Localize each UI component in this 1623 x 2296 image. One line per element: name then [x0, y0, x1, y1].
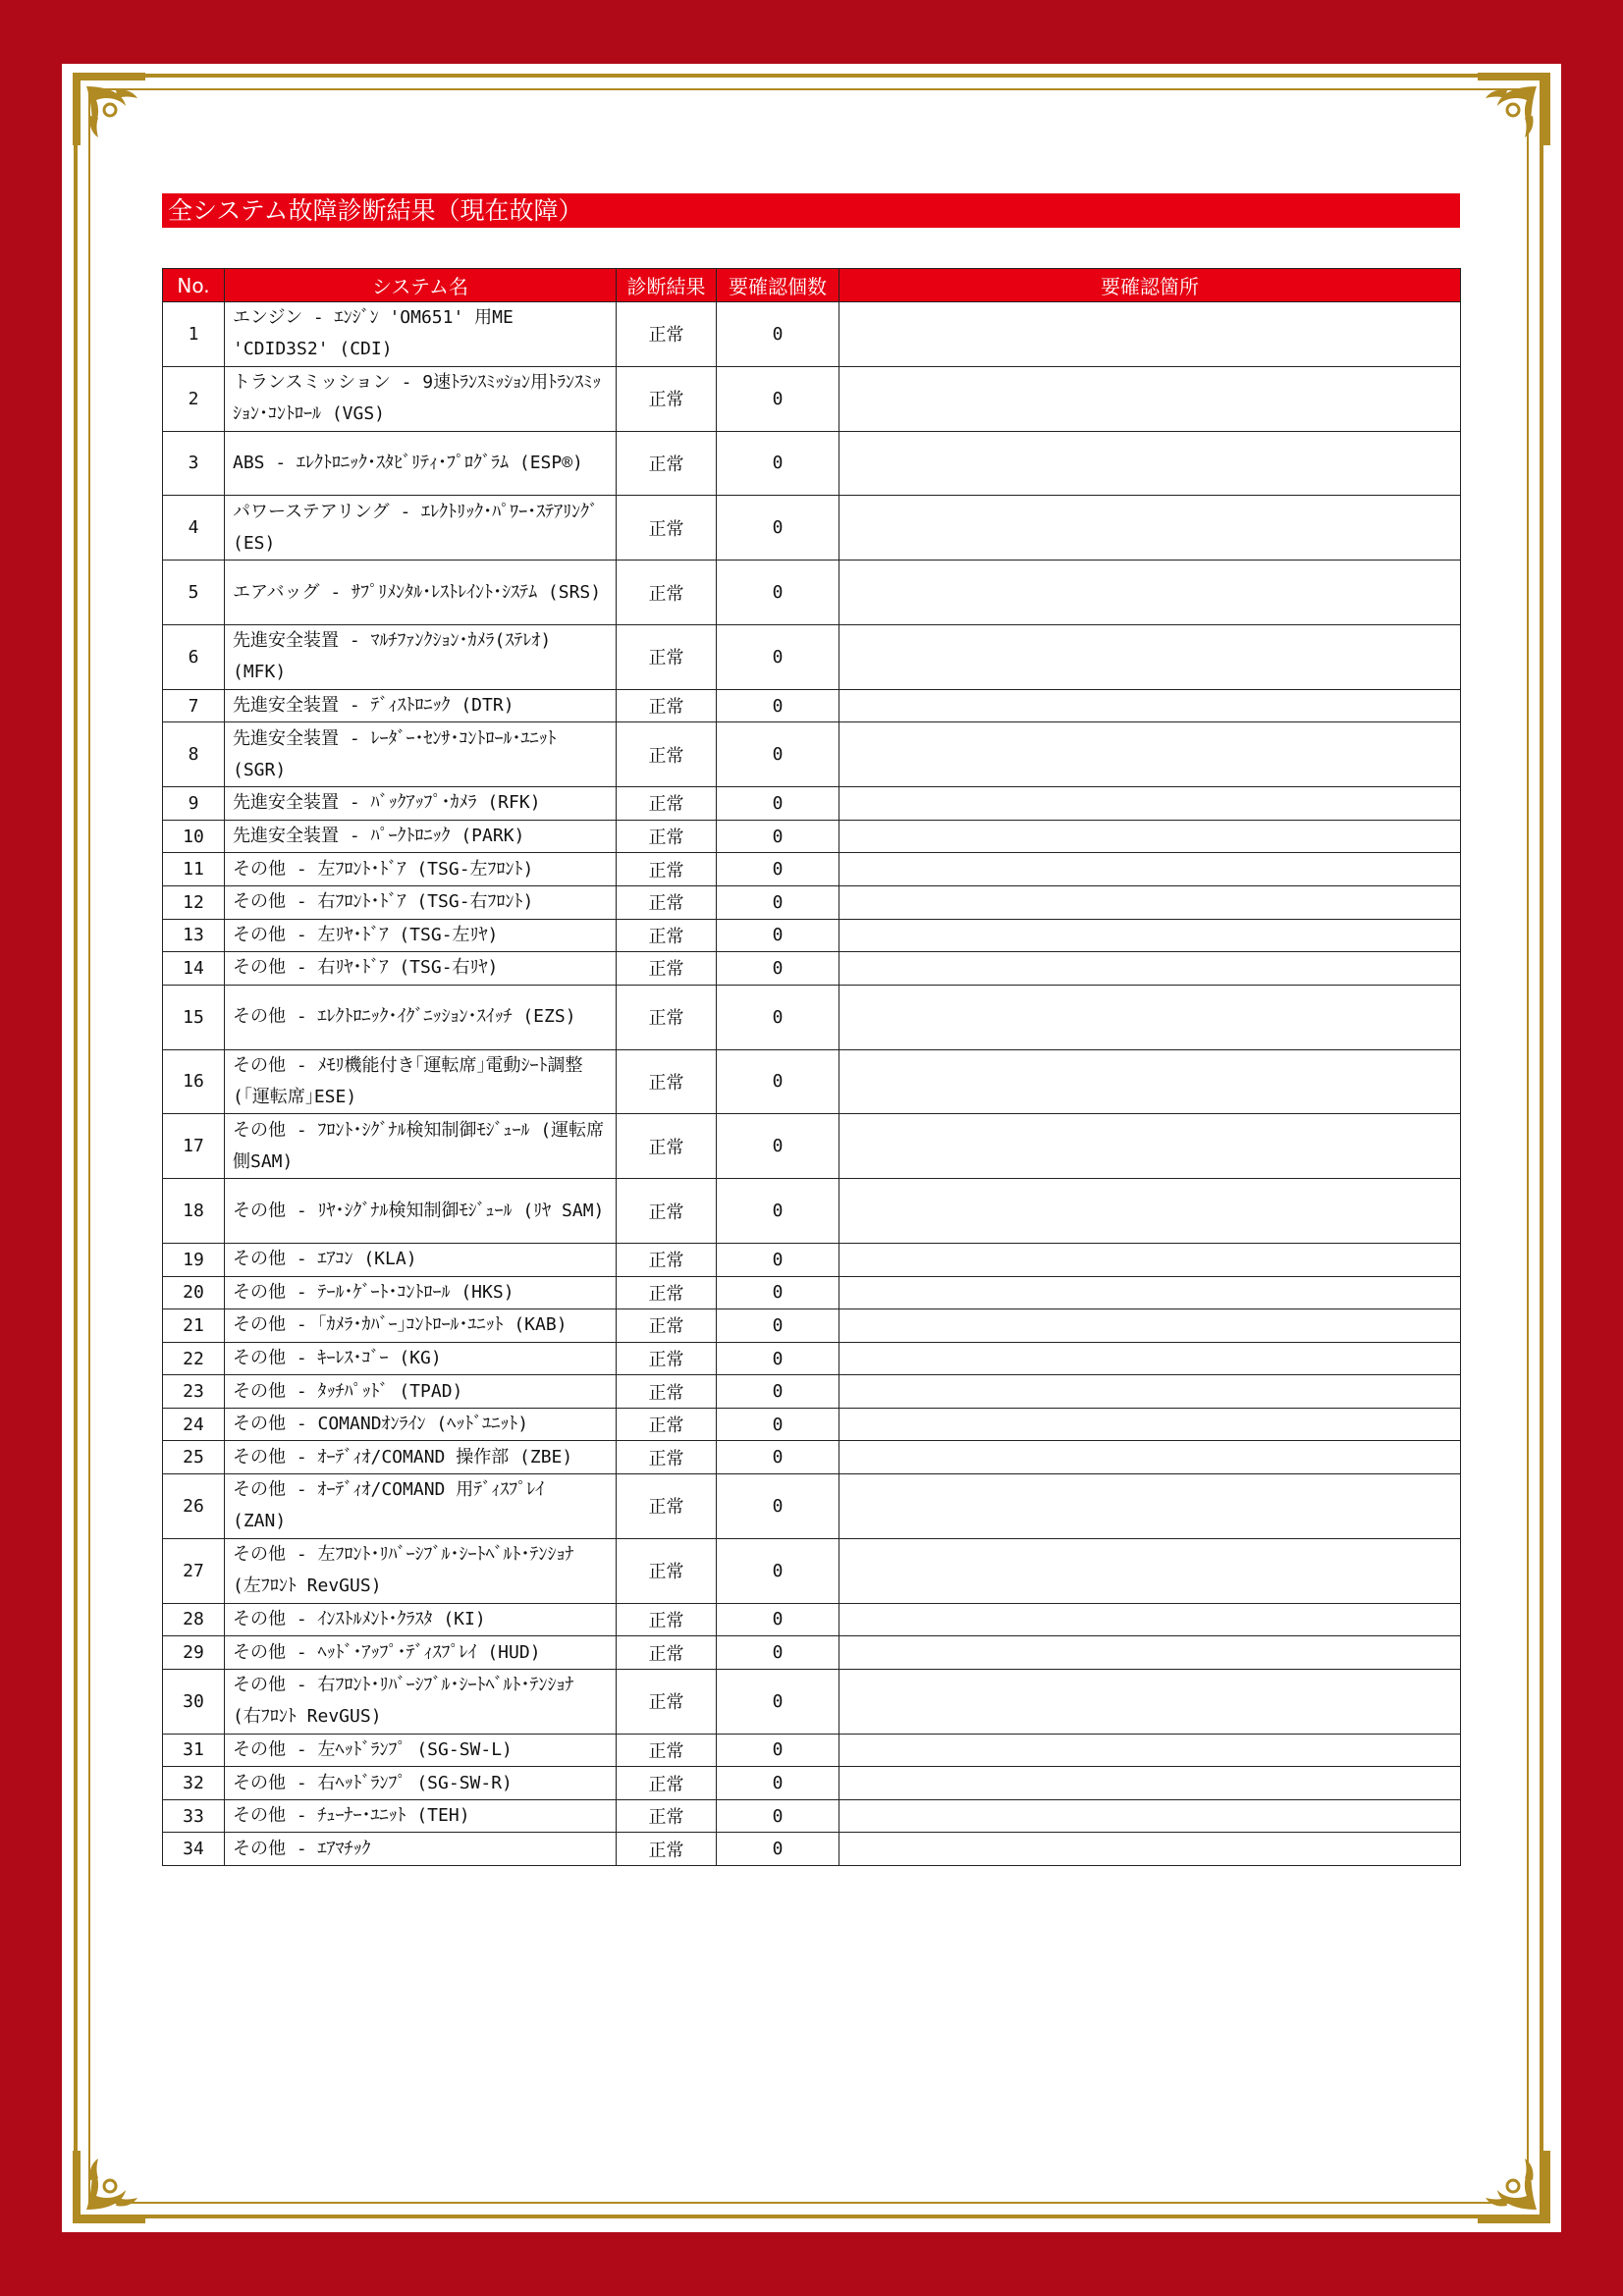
row-result: 正常	[617, 1767, 717, 1800]
row-count: 0	[717, 1375, 839, 1409]
row-location	[839, 820, 1461, 853]
row-count: 0	[717, 366, 839, 431]
row-count: 0	[717, 561, 839, 625]
row-count: 0	[717, 952, 839, 986]
row-no: 30	[163, 1669, 225, 1734]
row-count: 0	[717, 919, 839, 952]
row-system-name: その他 - ﾒﾓﾘ機能付き｢運転席｣電動ｼｰﾄ調整 (｢運転席｣ESE)	[225, 1049, 617, 1114]
row-system-name: その他 - 右ﾌﾛﾝﾄ･ﾘﾊﾞｰｼﾌﾞﾙ･ｼｰﾄﾍﾞﾙﾄ･ﾃﾝｼｮﾅ (右ﾌﾛﾝﾄ RevGUS)	[225, 1669, 617, 1734]
table-row	[163, 722, 1461, 787]
row-system-name: エアバッグ - ｻﾌﾟﾘﾒﾝﾀﾙ･ﾚｽﾄﾚｲﾝﾄ･ｼｽﾃﾑ (SRS)	[225, 561, 617, 625]
row-location	[839, 1408, 1461, 1441]
row-system-name: その他 - ｢ｶﾒﾗ･ｶﾊﾞｰ｣ｺﾝﾄﾛｰﾙ･ﾕﾆｯﾄ (KAB)	[225, 1309, 617, 1343]
report-title: 全システム故障診断結果（現在故障）	[162, 193, 1460, 228]
row-location	[839, 1538, 1461, 1603]
row-count: 0	[717, 1636, 839, 1670]
row-system-name: その他 - ｴｱﾏﾁｯｸ	[225, 1833, 617, 1866]
row-location	[839, 1309, 1461, 1343]
row-system-name: その他 - 左ﾌﾛﾝﾄ･ﾄﾞｱ (TSG-左ﾌﾛﾝﾄ)	[225, 853, 617, 886]
table-row	[163, 624, 1461, 689]
corner-ornament-icon	[65, 2143, 153, 2231]
row-no: 25	[163, 1441, 225, 1474]
table-row	[163, 1441, 1461, 1474]
row-no: 14	[163, 952, 225, 986]
row-location	[839, 366, 1461, 431]
table-row	[163, 1179, 1461, 1244]
row-system-name: 先進安全装置 - ﾏﾙﾁﾌｧﾝｸｼｮﾝ･ｶﾒﾗ(ｽﾃﾚｵ) (MFK)	[225, 624, 617, 689]
column-header-result: 診断結果	[617, 269, 717, 302]
row-no: 4	[163, 496, 225, 561]
column-header-check-count: 要確認個数	[717, 269, 839, 302]
row-no: 15	[163, 985, 225, 1049]
row-system-name: その他 - ﾘﾔ･ｼｸﾞﾅﾙ検知制御ﾓｼﾞｭｰﾙ (ﾘﾔ SAM)	[225, 1179, 617, 1244]
row-no: 6	[163, 624, 225, 689]
row-location	[839, 1179, 1461, 1244]
row-no: 28	[163, 1603, 225, 1636]
row-system-name: その他 - ｵｰﾃﾞｨｵ/COMAND 操作部 (ZBE)	[225, 1441, 617, 1474]
diagnosis-table	[162, 268, 1461, 1866]
row-location	[839, 431, 1461, 496]
row-system-name: パワーステアリング - ｴﾚｸﾄﾘｯｸ･ﾊﾟﾜｰ･ｽﾃｱﾘﾝｸﾞ (ES)	[225, 496, 617, 561]
row-location	[839, 1669, 1461, 1734]
row-result: 正常	[617, 952, 717, 986]
row-result: 正常	[617, 1441, 717, 1474]
table-row	[163, 1833, 1461, 1866]
table-header-row	[163, 269, 1461, 302]
row-system-name: その他 - 右ﾘﾔ･ﾄﾞｱ (TSG-右ﾘﾔ)	[225, 952, 617, 986]
row-location	[839, 1049, 1461, 1114]
table-row	[163, 689, 1461, 722]
table-row	[163, 1408, 1461, 1441]
table-row	[163, 1474, 1461, 1539]
row-result: 正常	[617, 1179, 717, 1244]
row-location	[839, 1767, 1461, 1800]
row-count: 0	[717, 689, 839, 722]
row-count: 0	[717, 820, 839, 853]
row-no: 29	[163, 1636, 225, 1670]
row-count: 0	[717, 431, 839, 496]
row-system-name: その他 - 左ﾍｯﾄﾞﾗﾝﾌﾟ (SG-SW-L)	[225, 1734, 617, 1767]
table-row	[163, 366, 1461, 431]
row-no: 8	[163, 722, 225, 787]
table-row	[163, 1603, 1461, 1636]
corner-ornament-icon	[1470, 2143, 1558, 2231]
table-row	[163, 820, 1461, 853]
table-row	[163, 1799, 1461, 1833]
row-system-name: エンジン - ｴﾝｼﾞﾝ 'OM651' 用ME 'CDID3S2' (CDI)	[225, 302, 617, 367]
row-count: 0	[717, 1669, 839, 1734]
row-count: 0	[717, 496, 839, 561]
row-no: 1	[163, 302, 225, 367]
row-system-name: その他 - ﾃｰﾙ･ｹﾞｰﾄ･ｺﾝﾄﾛｰﾙ (HKS)	[225, 1276, 617, 1309]
table-row	[163, 1636, 1461, 1670]
row-result: 正常	[617, 1636, 717, 1670]
row-result: 正常	[617, 885, 717, 919]
row-system-name: その他 - ｴｱｺﾝ (KLA)	[225, 1243, 617, 1276]
row-location	[839, 952, 1461, 986]
row-count: 0	[717, 1474, 839, 1539]
column-header-no: No.	[163, 269, 225, 302]
row-result: 正常	[617, 1669, 717, 1734]
table-row	[163, 952, 1461, 986]
row-location	[839, 885, 1461, 919]
table-row	[163, 1243, 1461, 1276]
row-location	[839, 1474, 1461, 1539]
row-no: 2	[163, 366, 225, 431]
row-no: 20	[163, 1276, 225, 1309]
row-result: 正常	[617, 1243, 717, 1276]
row-no: 31	[163, 1734, 225, 1767]
row-count: 0	[717, 985, 839, 1049]
row-location	[839, 919, 1461, 952]
row-location	[839, 689, 1461, 722]
row-no: 23	[163, 1375, 225, 1409]
row-result: 正常	[617, 1538, 717, 1603]
row-no: 10	[163, 820, 225, 853]
table-row	[163, 1342, 1461, 1375]
row-no: 9	[163, 787, 225, 821]
row-location	[839, 561, 1461, 625]
table-row	[163, 1538, 1461, 1603]
row-result: 正常	[617, 722, 717, 787]
table-row	[163, 853, 1461, 886]
row-location	[839, 1276, 1461, 1309]
row-count: 0	[717, 1049, 839, 1114]
row-count: 0	[717, 1441, 839, 1474]
table-row	[163, 885, 1461, 919]
row-result: 正常	[617, 1833, 717, 1866]
row-count: 0	[717, 1603, 839, 1636]
row-system-name: その他 - ﾌﾛﾝﾄ･ｼｸﾞﾅﾙ検知制御ﾓｼﾞｭｰﾙ (運転席側SAM)	[225, 1114, 617, 1179]
row-no: 12	[163, 885, 225, 919]
row-system-name: その他 - COMANDｵﾝﾗｲﾝ (ﾍｯﾄﾞﾕﾆｯﾄ)	[225, 1408, 617, 1441]
row-location	[839, 1342, 1461, 1375]
row-result: 正常	[617, 1309, 717, 1343]
row-location	[839, 1603, 1461, 1636]
row-system-name: 先進安全装置 - ﾊﾟｰｸﾄﾛﾆｯｸ (PARK)	[225, 820, 617, 853]
table-row	[163, 561, 1461, 625]
row-result: 正常	[617, 624, 717, 689]
row-no: 19	[163, 1243, 225, 1276]
row-no: 21	[163, 1309, 225, 1343]
row-location	[839, 985, 1461, 1049]
row-count: 0	[717, 722, 839, 787]
row-no: 16	[163, 1049, 225, 1114]
row-location	[839, 624, 1461, 689]
row-result: 正常	[617, 853, 717, 886]
row-location	[839, 1243, 1461, 1276]
row-system-name: 先進安全装置 - ﾊﾞｯｸｱｯﾌﾟ･ｶﾒﾗ (RFK)	[225, 787, 617, 821]
row-count: 0	[717, 1114, 839, 1179]
table-row	[163, 1114, 1461, 1179]
row-location	[839, 1114, 1461, 1179]
row-location	[839, 1799, 1461, 1833]
row-system-name: ABS - ｴﾚｸﾄﾛﾆｯｸ･ｽﾀﾋﾞﾘﾃｨ･ﾌﾟﾛｸﾞﾗﾑ (ESP®)	[225, 431, 617, 496]
row-result: 正常	[617, 1049, 717, 1114]
row-system-name: トランスミッション - 9速ﾄﾗﾝｽﾐｯｼｮﾝ用ﾄﾗﾝｽﾐｯｼｮﾝ･ｺﾝﾄﾛｰﾙ (VGS)	[225, 366, 617, 431]
row-result: 正常	[617, 985, 717, 1049]
corner-ornament-icon	[1470, 65, 1558, 153]
row-count: 0	[717, 1309, 839, 1343]
row-system-name: その他 - ｵｰﾃﾞｨｵ/COMAND 用ﾃﾞｨｽﾌﾟﾚｲ (ZAN)	[225, 1474, 617, 1539]
table-row	[163, 1734, 1461, 1767]
row-no: 3	[163, 431, 225, 496]
row-system-name: 先進安全装置 - ﾃﾞｨｽﾄﾛﾆｯｸ (DTR)	[225, 689, 617, 722]
row-count: 0	[717, 1799, 839, 1833]
row-count: 0	[717, 1179, 839, 1244]
column-header-system-name: システム名	[225, 269, 617, 302]
row-no: 33	[163, 1799, 225, 1833]
row-no: 27	[163, 1538, 225, 1603]
row-location	[839, 496, 1461, 561]
row-count: 0	[717, 1833, 839, 1866]
row-result: 正常	[617, 496, 717, 561]
table-row	[163, 1767, 1461, 1800]
row-no: 17	[163, 1114, 225, 1179]
column-header-check-location: 要確認箇所	[839, 269, 1461, 302]
row-system-name: その他 - ｴﾚｸﾄﾛﾆｯｸ･ｲｸﾞﾆｯｼｮﾝ･ｽｲｯﾁ (EZS)	[225, 985, 617, 1049]
row-result: 正常	[617, 1408, 717, 1441]
row-no: 26	[163, 1474, 225, 1539]
row-no: 18	[163, 1179, 225, 1244]
row-system-name: その他 - ｷｰﾚｽ･ｺﾞｰ (KG)	[225, 1342, 617, 1375]
row-no: 22	[163, 1342, 225, 1375]
row-result: 正常	[617, 431, 717, 496]
row-system-name: 先進安全装置 - ﾚｰﾀﾞｰ･ｾﾝｻ･ｺﾝﾄﾛｰﾙ･ﾕﾆｯﾄ (SGR)	[225, 722, 617, 787]
row-system-name: その他 - ｲﾝｽﾄﾙﾒﾝﾄ･ｸﾗｽﾀ (KI)	[225, 1603, 617, 1636]
table-row	[163, 1375, 1461, 1409]
row-location	[839, 722, 1461, 787]
row-location	[839, 1734, 1461, 1767]
row-result: 正常	[617, 366, 717, 431]
row-no: 34	[163, 1833, 225, 1866]
row-count: 0	[717, 1767, 839, 1800]
row-no: 32	[163, 1767, 225, 1800]
table-row	[163, 302, 1461, 367]
row-count: 0	[717, 624, 839, 689]
row-location	[839, 1375, 1461, 1409]
corner-ornament-icon	[65, 65, 153, 153]
table-row	[163, 985, 1461, 1049]
row-count: 0	[717, 302, 839, 367]
row-result: 正常	[617, 689, 717, 722]
row-location	[839, 1636, 1461, 1670]
row-result: 正常	[617, 919, 717, 952]
table-row	[163, 1309, 1461, 1343]
table-row	[163, 1276, 1461, 1309]
row-result: 正常	[617, 820, 717, 853]
row-result: 正常	[617, 1603, 717, 1636]
row-count: 0	[717, 853, 839, 886]
table-row	[163, 431, 1461, 496]
row-result: 正常	[617, 302, 717, 367]
row-count: 0	[717, 1408, 839, 1441]
row-system-name: その他 - 左ﾌﾛﾝﾄ･ﾘﾊﾞｰｼﾌﾞﾙ･ｼｰﾄﾍﾞﾙﾄ･ﾃﾝｼｮﾅ (左ﾌﾛﾝﾄ RevGUS)	[225, 1538, 617, 1603]
row-result: 正常	[617, 1276, 717, 1309]
row-location	[839, 1833, 1461, 1866]
row-count: 0	[717, 787, 839, 821]
row-result: 正常	[617, 1114, 717, 1179]
row-result: 正常	[617, 1375, 717, 1409]
row-result: 正常	[617, 1342, 717, 1375]
row-no: 24	[163, 1408, 225, 1441]
row-system-name: その他 - 左ﾘﾔ･ﾄﾞｱ (TSG-左ﾘﾔ)	[225, 919, 617, 952]
table-row	[163, 787, 1461, 821]
row-result: 正常	[617, 1474, 717, 1539]
row-count: 0	[717, 1243, 839, 1276]
row-result: 正常	[617, 561, 717, 625]
row-count: 0	[717, 1538, 839, 1603]
row-location	[839, 1441, 1461, 1474]
row-count: 0	[717, 1276, 839, 1309]
row-system-name: その他 - ﾍｯﾄﾞ･ｱｯﾌﾟ･ﾃﾞｨｽﾌﾟﾚｲ (HUD)	[225, 1636, 617, 1670]
table-row	[163, 919, 1461, 952]
row-no: 5	[163, 561, 225, 625]
row-count: 0	[717, 1342, 839, 1375]
row-result: 正常	[617, 1799, 717, 1833]
row-count: 0	[717, 885, 839, 919]
table-row	[163, 496, 1461, 561]
row-location	[839, 302, 1461, 367]
row-system-name: その他 - 右ﾌﾛﾝﾄ･ﾄﾞｱ (TSG-右ﾌﾛﾝﾄ)	[225, 885, 617, 919]
row-count: 0	[717, 1734, 839, 1767]
row-result: 正常	[617, 1734, 717, 1767]
row-location	[839, 853, 1461, 886]
row-no: 13	[163, 919, 225, 952]
table-row	[163, 1049, 1461, 1114]
row-system-name: その他 - 右ﾍｯﾄﾞﾗﾝﾌﾟ (SG-SW-R)	[225, 1767, 617, 1800]
table-row	[163, 1669, 1461, 1734]
row-system-name: その他 - ﾀｯﾁﾊﾟｯﾄﾞ (TPAD)	[225, 1375, 617, 1409]
row-no: 7	[163, 689, 225, 722]
row-location	[839, 787, 1461, 821]
row-no: 11	[163, 853, 225, 886]
row-result: 正常	[617, 787, 717, 821]
row-system-name: その他 - ﾁｭｰﾅｰ･ﾕﾆｯﾄ (TEH)	[225, 1799, 617, 1833]
